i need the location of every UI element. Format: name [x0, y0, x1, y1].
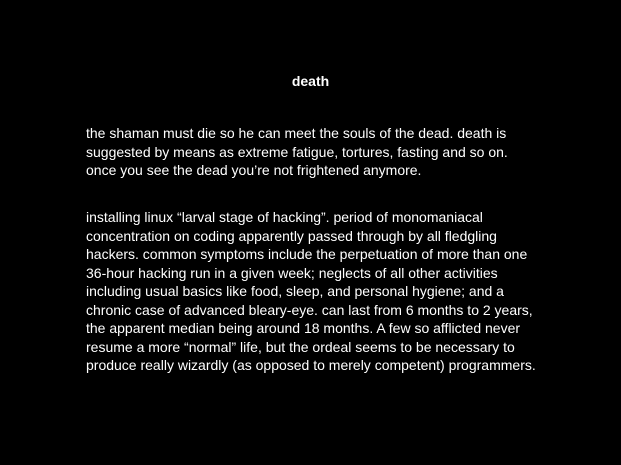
- slide-title: death: [291, 73, 330, 89]
- paragraph-larval-stage: installing linux “larval stage of hacking”. period of monomaniacal concentration on coding apparently passed through by all fledgling hackers. common symptoms include the perpetuation of more than one 36-hour hacking run in a given week; neglects of all other activities including usual basics like food, sleep, and personal hygiene; and a chronic case of advanced bleary-eye. can last from 6 months to 2 years, the apparent median being around 18 months. A few so afflicted never resume a more “normal” life, but the ordeal seems to be necessary to produce really wizardly (as opposed to merely competent) programmers.: [86, 209, 536, 373]
- paragraph-shaman: the shaman must die so he can meet the souls of the dead. death is suggested by means as extreme fatigue, tortures, fasting and so on. once you see the dead you’re not frightened anymore.: [86, 125, 508, 178]
